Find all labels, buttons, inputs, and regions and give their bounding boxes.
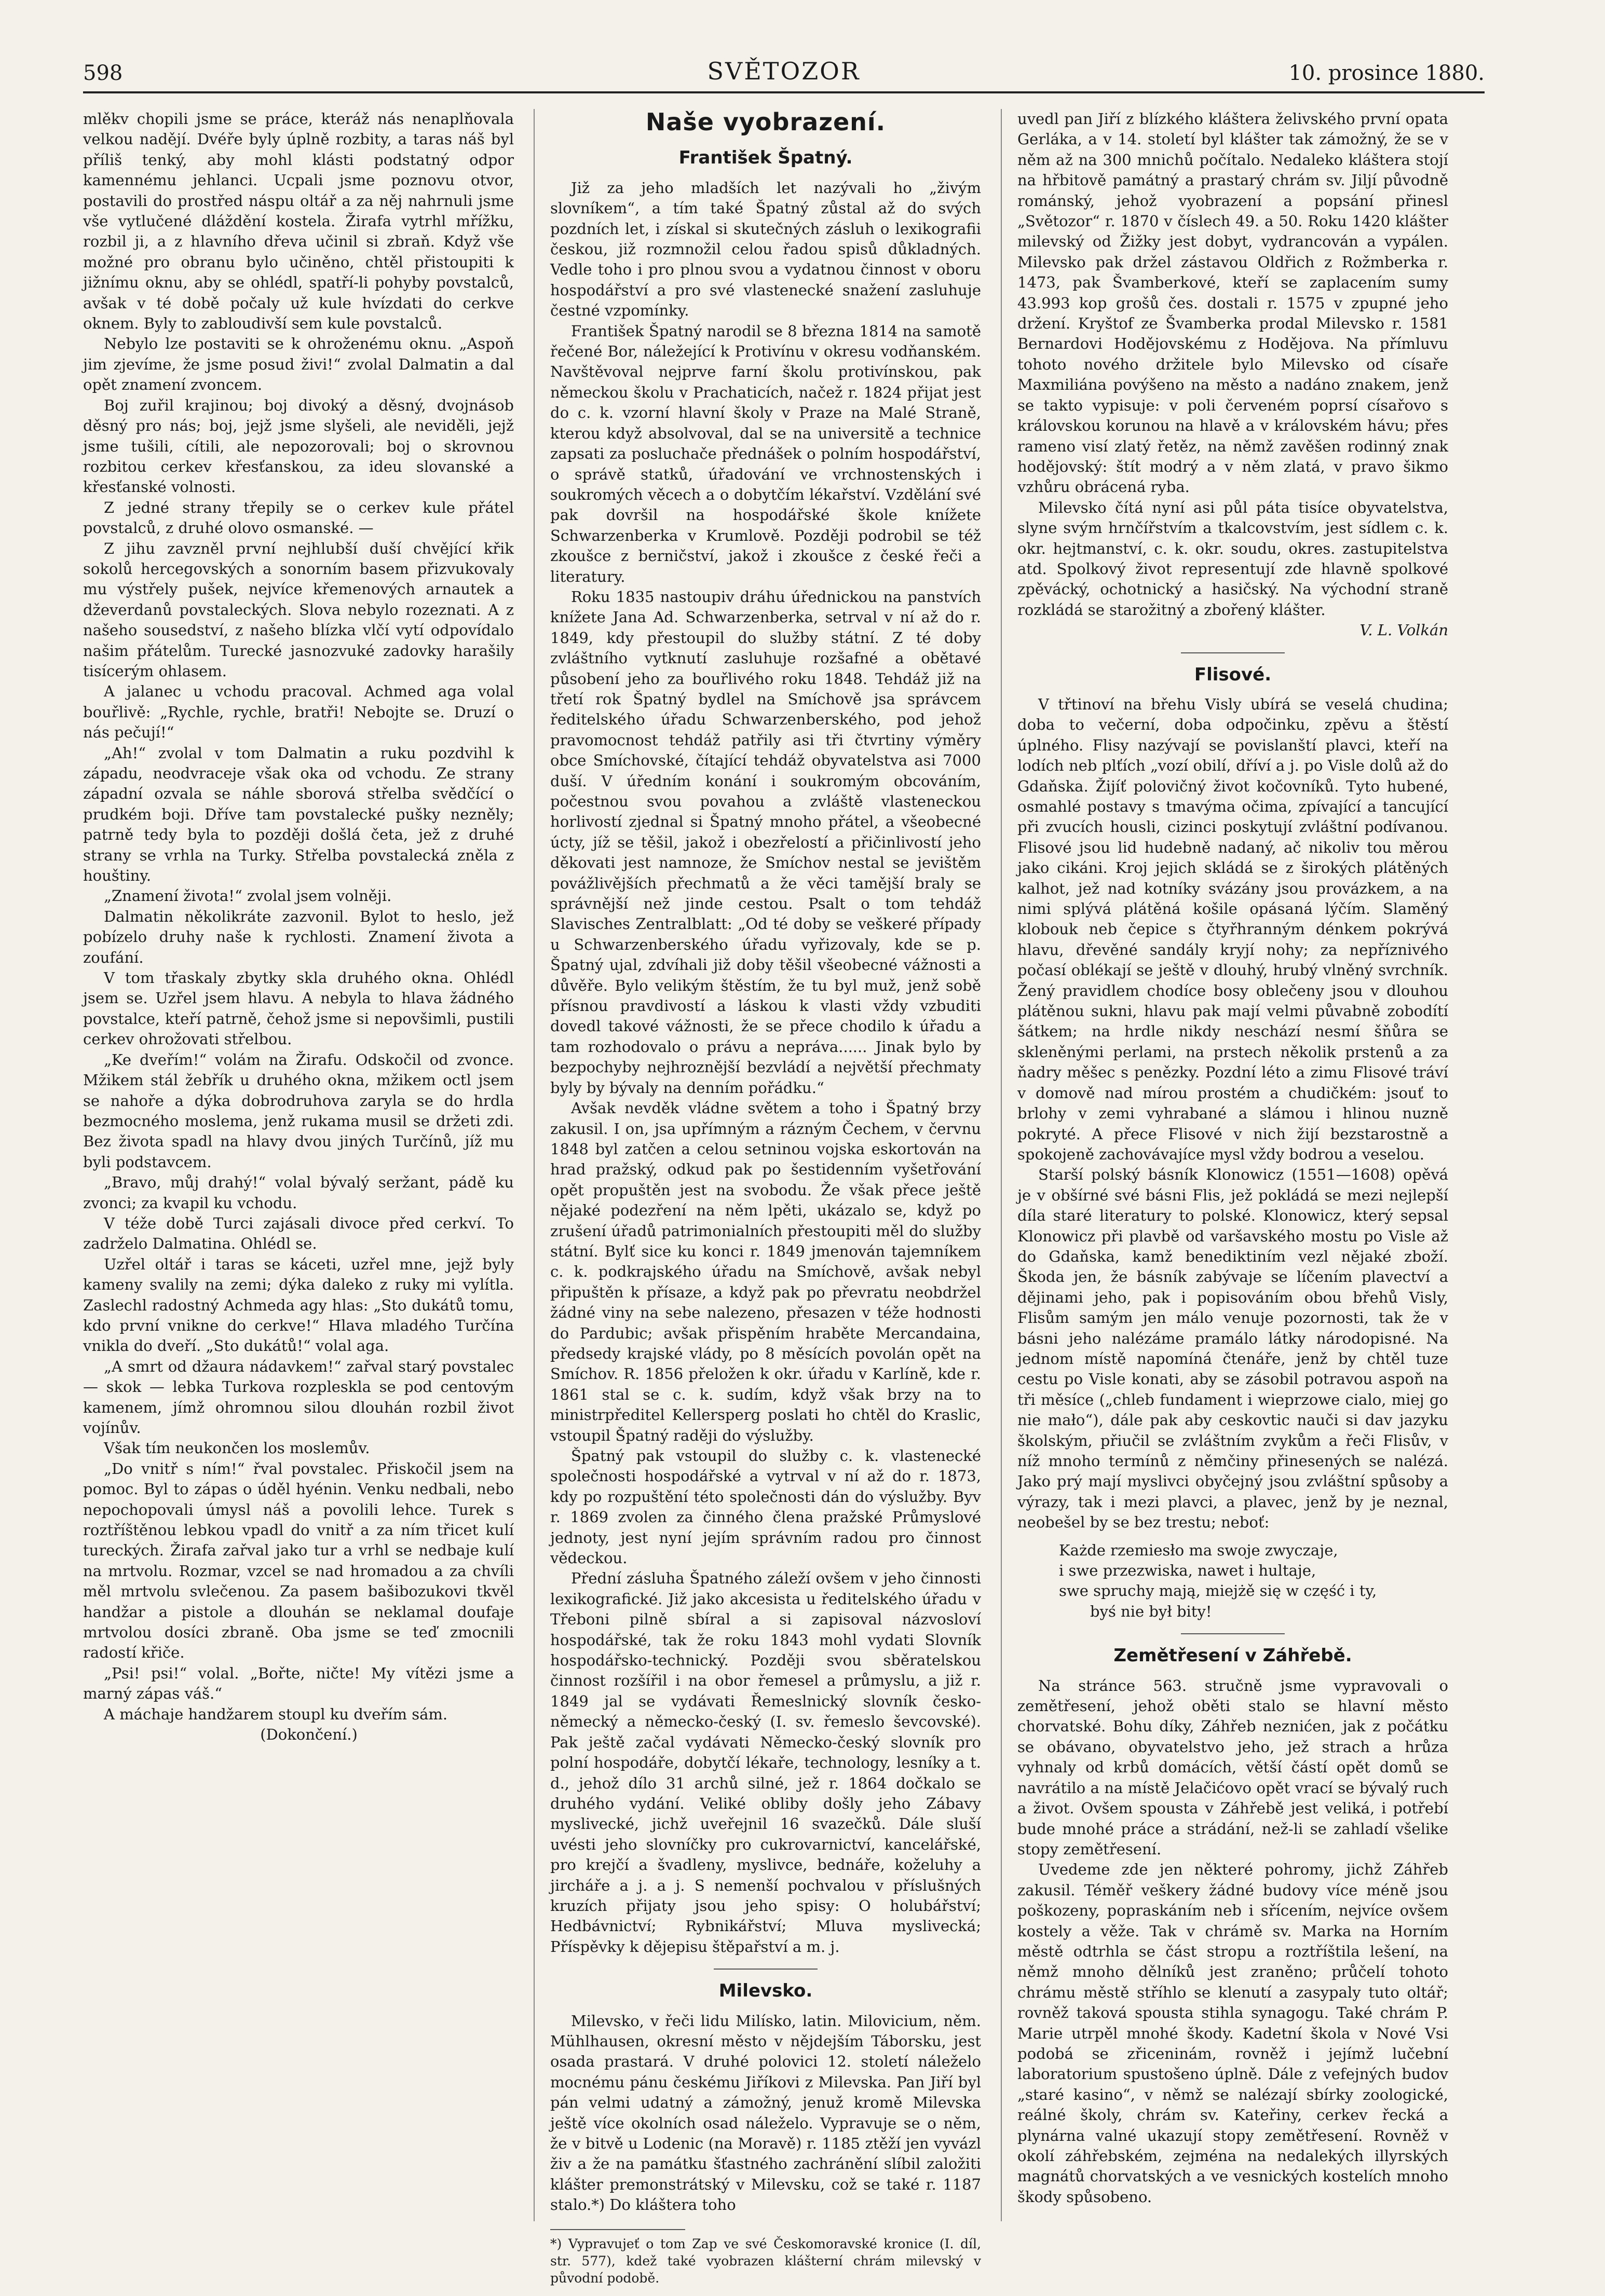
- article-divider: [1181, 652, 1285, 653]
- paragraph: „Psi! psi!“ volal. „Bořte, ničte! My vítězi jsme a marný zápas váš.“: [83, 1664, 514, 1703]
- article-title: Zemětřesení v Záhřebě.: [1113, 1645, 1352, 1666]
- paragraph: A jalanec u vchodu pracoval. Achmed aga volal bouřlivě: „Rychle, rychle, bratři! Nebojte se. Druzí o nás pečují!“: [83, 682, 514, 742]
- paragraph: mlěkv chopili jsme se práce, kteráž nás nenaplňovala velkou nadějí. Dvéře byly úplně rozbity, a taras náš byl příliš tenký, aby mohl klásti podstatný odpor kamennému jehlanci. Ucpali jsme poznovu otvor, postavili do prostřed náspu oltář a za něj nahrnuli jsme vše vytlučené dláždění kostela. Žirafa vytrhl mřížku, rozbil ji, a z hlavního dřeva učinil si zbraň. Když vše možné pro obranu bylo učiněno, chtěl přistoupiti k jižnímu oknu, aby se ohlédl, spatří-li pohyby povstalců, avšak v té době počaly už kule hvízdati do cerkve oknem. Byly to zabloudivší sem kule povstalců.: [83, 110, 514, 333]
- journal-title: SVĚTOZOR: [707, 57, 861, 85]
- column-divider: [1001, 109, 1002, 2221]
- header-rule: [83, 91, 1485, 93]
- poem-line: swe spruchy mają, miejżě się w część i ty,: [1059, 1582, 1377, 1600]
- paragraph: Z jihu zavzněl první nejhlubší duší chvějící křik sokolů hercegovských a sonorním basem přizvukovaly mu výstřely pušek, nejvíce křemenových arnautek a dževerdanů povstaleckých. Slova nebylo rozeznati. A z našeho sousedství, z našeho blízka vlčí vytí odpovídalo našim přátelům. Turecké jasnozvuké zadovky harašily tisícerým ohlasem.: [83, 539, 514, 680]
- paragraph: Již za jeho mladších let nazývali ho „živým slovníkem“, a tím také Špatný zůstal až do svých pozdních let, i získal si skutečných zásluh o lexikografii českou, již rozmnožil celou řadou spisů důkladných. Vedle toho i pro plnou svou a vydatnou činnost v oboru hospodářství a pro své vlastenecké snažení zasluhuje čestné vzpomínky.: [550, 179, 981, 320]
- paragraph: Dalmatin několikráte zazvonil. Bylot to heslo, jež pobízelo druhy naše k rychlosti. Znamení života a zoufání.: [83, 907, 514, 966]
- paragraph: Uvedeme zde jen některé pohromy, jichž Záhřeb zakusil. Téměř veškery žádné budovy více méně jsou poškozeny, popraskáním neb i sřícením, nejvíce ovšem kostely a věže. Tak v chrámě sv. Marka na Horním městě odtrhla se část stropu a roztříštila lešení, na němž mnoho dělníků jest zraněno; průčelí tohoto chrámu městě stříhlo se klenutí a zasypaly tuto oltář; rovněž taková spousta stihla synagogu. Také chrám P. Marie utrpěl mnohé škody. Kadetní škola v Nové Vsi podobá se zřiceninám, rovněž i jejímž lučební laboratorium spustošeno úplně. Dále z vefejných budov „staré kasino“, v němž se nalézají sbírky zoologické, reálné školy, chrám sv. Kateřiny, cerkev řecká a plynárna valné ukazují stopy zemětřesení. Rovněž v okolí záhřebském, zejména na nedalekých illyrských magnátů chorvatských a ve vesnických kostelích mnoho škody spůsobeno.: [1017, 1861, 1448, 2206]
- paragraph: V třtinoví na břehu Visly ubírá se veselá chudina; doba to večerní, doba odpočinku, zpěvu a štěstí úplného. Flisy nazývají se povislanští plavci, kteří na lodích neb plťích „vozí obilí, dříví a j. po Visle dolů až do Gdaňska. Žijíť polovičný život kočovníků. Tyto hubené, osmahlé postavy s tmavýma očima, zpívající a tancující při zvucích housli, cizinci poskytují zvláštní podívanou. Flisové jsou lid hudebně nadaný, ač nikoliv tou měrou jako cikáni. Kroj jejich skládá se z širokých plátěných kalhot, jež nad kotníky svázány jsou provázkem, a na nimi splývá plátěná košile opásaná lýčím. Slaměný klobouk neb čepice s čtyřhranným dénkem pokrývá hlavu, dřevěné sandály kryjí nohy; za nepříznivého počasí oblékají se ještě v dlouhý, hrubý vlněný svrchník. Žený pravidlem chodíce bosy oblečeny jsou v dlouhou plátěnou sukni, hlavu pak mají velmi půvabně zobodítí šátkem; na hrdle nikdy neschází nesmí šňůra se skleněnými perlami, na prstech několik prstenů a za ňadry měšec s penězky. Pozdní léto a zimu Flisové tráví v domově nad mírou prostém a chudičkém: jsouť to brlohy v zemi vyhrabané a slámou i hlinou nuzně pokryté. A přece Flisové v nich žijí bezstarostně a spokojeně zachovávajíce mysl vždy bodrou a veselou.: [1017, 695, 1448, 1163]
- paragraph: „Do vnitř s ním!“ řval povstalec. Přiskočil jsem na pomoc. Byl to zápas o úděl hyénin. Venku nedbali, nebo nepochopovali úmysl náš a povolili lehce. Turek s roztříštěnou lebkou vpadl do vnitř a za ním třicet kulí tureckých. Žirafa zařval jako tur a vrhl se nedbaje kulí na mrtvolu. Rozmar, vzcel se nad hromadou a za chvíli měl mrtvolu svlečenou. Za pasem bašibozukovi tkvěl handžar a pistole a dlouhán se neklamal doufaje mrtvolou dosíci zbraně. Oba jsme se teď zmocnili radostí křiče.: [83, 1459, 514, 1662]
- paragraph: Nebylo lze postaviti se k ohroženému oknu. „Aspoň jim zjevíme, že jsme posud živi!“ zvolal Dalmatin a dal opět znamení zvoncem.: [83, 335, 514, 394]
- paragraph: Přední zásluha Špatného záleží ovšem v jeho činnosti lexikografické. Již jako akcesista u ředitelského úřadu v Třeboni pilně sbíral a si zapisoval názvosloví hospodářské, tak že roku 1843 mohl vydati Slovník hospodářsko-technický. Později svou sběratelskou činnost rozšířil i na obor řemesel a průmyslu, a již r. 1849 jal se vydávati Řemeslnický slovník česko-německý a německo-český (I. sv. řemeslo ševcovské). Pak ještě začal vydávati Německo-český slovník pro polní hospodáře, dobytčí lékaře, technology, lesníky a t. d., jehož dílo 31 archů silné, jež r. 1864 dočkalo se druhého vydání. Veliké obliby došly jeho Zábavy myslivecké, jichž uveřejnil 16 svazečků. Dále sluší uvésti jeho slovníčky pro cukrovarnictví, kancelářské, pro krejčí a švadleny, myslivce, bednáře, koželuhy a jircháře a j. a j. S nemenší pochvalou v příslušných kruzích přijaty jsou jeho spisy: O holubářství; Hedbávnictví; Rybnikářství; Mluva myslivecká; Příspěvky k dějepisu štěpařství a m. j.: [550, 1569, 981, 1956]
- paragraph: „A smrt od džaura nádavkem!“ zařval starý povstalec — skok — lebka Turkova rozpleskla se pod centovým kamenem, jímž ohromnou silou dlouhán rozbil život vojínův.: [83, 1357, 514, 1437]
- newspaper-page: [83, 57, 1485, 2286]
- section-heading: Naše vyobrazení.: [645, 108, 886, 136]
- continuation-note: (Dokončení.): [260, 1726, 358, 1744]
- paragraph: Na stránce 563. stručně jsme vypravovali o zemětřesení, jehož oběti stalo se hlavní město chorvatské. Bohu díky, Záhřeb neznićen, jak z počátku se obávano, obyvatelstvo jeho, jež strach a hrůza vyhnaly od krbů domácích, větší částí opět domů se navrátilo a na místě Jelačićovo opět vrací se bývalý ruch a život. Ovšem spousta v Záhřebě jest veliká, i potřebí bude mnohé práce a strádání, než-li se zahladí všelike stopy zemětřesení.: [1017, 1676, 1448, 1858]
- poem-line: byś nie był bity!: [1090, 1602, 1212, 1620]
- paragraph: Boj zuřil krajinou; boj divoký a děsný, dvojnásob děsný pro nás; boj, jejž jsme slyšeli, ale neviděli, jejž jsme tušili, cítili, ale nepozorovali; boj o skrovnou rozbitou cerkev křesťanskou, za ideu slovanské a křesťanské volnosti.: [83, 396, 514, 496]
- paragraph: „Ah!“ zvolal v tom Dalmatin a ruku pozdvihl k západu, neodvraceje však oka od vchodu. Ze strany západní ozvala se náhle sborová střelba svědčící o prudkém boji. Dříve tam povstalecké pušky nezněly; patrně tedy byla to později došlá četa, jež z druhé strany se vrhla na Turky. Střelba povstalecká zněla z houštiny.: [83, 744, 514, 885]
- paragraph: Roku 1835 nastoupiv dráhu úřednickou na panstvích knížete Jana Ad. Schwarzenberka, setrval v ní až do r. 1849, kdy přestoupil do služby státní. Z té doby zvláštního vytknutí zasluhuje rozšafné a obětavé působení jeho za bouřlivého roku 1848. Tehdáž již na třetí rok Špatný bydlel na Smíchově jsa správcem ředitelského úřadu Schwarzenberského, pod jehož pravomocnost tehdáž patřily asi tři čtvrtiny výměry obce Smíchovské, čítající tehdáž obyvatelstva asi 7000 duší. V úředním konání i soukromým obcováním, počestnou svou povahou a zvláště vlasteneckou horlivostí zjednal si Špatný mnoho přátel, a všeobecné úcty, jíž se těšil, jakož i obezřelostí a přičinlivostí jeho děkovati jest namnoze, že Smíchov nestal se jevištěm povážlivějších přechmatů a že věci tamější braly se správnější než jinde cestou. Psalt o tom tehdáž Slavisches Zentralblatt: „Od té doby se veškeré případy u Schwarzenberského úřadu vyřizovaly, kde se p. Špatný ujal, zdvíhali již doby těšil všeobecné vážnosti a důvěře. Bylo velikým štěstím, že tu byl muž, jenž sobě přísnou pravdivostí a láskou k vlasti vždy vzbuditi dovedl takové vážnosti, že se přece chodilo k úřadu a tam rozhodovalo o právu a nepráva...... Jinak bylo by bezpochyby nejhroznější bezvládí a největší přechmaty byly by bývaly na denním pořádku.“: [550, 587, 981, 1097]
- footnote-rule: [550, 2229, 685, 2230]
- paragraph: „Ke dveřím!“ volám na Žirafu. Odskočil od zvonce. Mžikem stál žebřík u druhého okna, mžikem octl jsem se nahoře a dýka dobrodruhova zaryla se do hrdla bezmocného moslema, jenž rukama musil se držeti zdi. Bez života spadl na hlavy dvou jiných Turčínů, jíž mu byli podstavcem.: [83, 1050, 514, 1171]
- paragraph: „Znamení života!“ zvolal jsem volněji.: [104, 887, 392, 905]
- paragraph: V téže době Turci zajásali divoce před cerkví. To zadrželo Dalmatina. Ohlédl se.: [83, 1214, 514, 1253]
- article-title: Flisové.: [1194, 664, 1272, 685]
- article-title: Milevsko.: [718, 1980, 813, 2002]
- article-divider: [714, 1969, 818, 1970]
- paragraph: Avšak nevděk vládne světem a toho i Špatný brzy zakusil. I on, jsa upřímným a rázným Čechem, v červnu 1848 byl zatčen a celou setninou vojska eskortován na hrad pražský, odkud pak po šestidenním vyšetřování opět propuštěn jest na svobodu. Že však přece ještě nějaké podezření na něm lpěti, ukázalo se, když po zrušení úřadů patrimonialních přestoupiti měl do služby státní. Bylť sice ku konci r. 1849 jmenován tajemníkem c. k. podkrajského úřadu na Smíchově, avšak nebyl připuštěn k přísaze, a když pak po převratu neobdržel žádné viny na sebe nalezeno, přesazen v téže hodnosti do Pardubic; avšak přispěním hraběte Mercandaina, předsedy krajské vlády, po 8 měsících povolán opět na Smíchov. R. 1856 přeložen k okr. úřadu v Karlíně, kde r. 1861 stal se c. k. sudím, když však brzy na to ministrpředitel Kellersperg poslati ho chtěl do Kraslic, vstoupil Špatný raději do výslužby.: [550, 1099, 981, 1444]
- author-signature: V. L. Volkán: [1359, 621, 1448, 639]
- poem-line: Każde rzemiesło ma swoje zwyczaje,: [1059, 1541, 1338, 1559]
- paragraph: uvedl pan Jiří z blízkého kláštera želivského první opata Gerláka, a v 14. století byl klášter tak zámožný, že se v něm až na 300 mnichů počítalo. Nedaleko kláštera stojí na hřbitově památný a prastarý chrám sv. Jiljí původně románský, jehož vyobrazení a popsání přinesl „Světozor“ r. 1870 v číslech 49. a 50. Roku 1420 klášter milevský od Žižky jest dobyt, vydrancován a vypálen. Milevsko pak držel zástavou Oldřich z Rožmberka r. 1473, pak Švamberkové, kteří se zaplacením sumy 43.993 kop grošů čes. dostali r. 1575 v zpupné jeho držení. Kryštof ze Švamberka prodal Milevsko r. 1581 Bernardovi Hodějovskému z Hodějova. Na přímluvu tohoto nového držitele bylo Milevsko od císaře Maxmiliána povýšeno na město a nadáno znakem, jenž se takto vypisuje: v poli červeném poprsí císařovo s královskou korunou na hlavě a v královském hávu; přes rameno visí zlatý řetěz, na němž zavěšen rodinný znak hodějovský: štít modrý a v něm zlatá, v pravo šikmo vzhůru obrácená ryba.: [1017, 110, 1448, 496]
- column-2: [550, 109, 981, 2287]
- paragraph: A máchaje handžarem stoupl ku dveřím sám.: [104, 1705, 448, 1723]
- article-title: František Špatný.: [678, 147, 853, 169]
- paragraph: „Bravo, můj drahý!“ volal bývalý seržant, pádě ku zvonci; za kvapil ku vchodu.: [83, 1173, 514, 1212]
- paragraph: V tom třaskaly zbytky skla druhého okna. Ohlédl jsem se. Uzřel jsem hlavu. A nebyla to hlava žádného povstalce, kteří patrně, čehož jsme si nepovšimli, pustili cerkev ohrožovati střelbou.: [83, 969, 514, 1048]
- paragraph: Milevsko, v řeči lidu Milísko, latin. Milovicium, něm. Mühlhausen, okresní město v nějdejším Táborsku, jest osada prastará. V druhé polovici 12. století náleželo mocnému pánu českému Jiříkovi z Milevska. Pan Jiří byl pán velmi udatný a zámožný, jenuž kromě Milevska ještě více okolních osad náleželo. Vypravuje se o něm, že v bitvě u Lodenic (na Moravě) r. 1185 ztěží jen vyvázl živ a že na památku šťastného zachránění slíbil založiti klášter premonstrátský v Milevsku, což se také r. 1187 stalo.*) Do kláštera toho: [550, 2012, 981, 2214]
- article-divider: [1181, 1633, 1285, 1634]
- column-1: [83, 109, 514, 1745]
- paragraph: Však tím neukončen los moslemův.: [104, 1439, 370, 1457]
- paragraph: Starší polský básník Klonowicz (1551—1608) opěvá je v obšírné své básni Flis, jež pokládá se mezi nejlepší díla staré literatury to polské. Klonowicz, který sepsal Klonowicz při plavbě od varšavského mostu po Visle až do Gdaňska, kamž benediktiním vezl nějaké zboží. Škoda jen, že básník zabývaje se líčením plavectví a dějinami jeho, pak i popisováním obou břehů Visly, Flisům samým jen málo venuje pozornosti, tak že v básni jeho nalézáme pramálo látky národopisné. Na jednom místě napomíná čtenáře, jenž by chtěl tuze cestu po Visle konati, aby se zásobil potravou aspoň na tři měsíce („chleb fundament i wieprzowe cialo, miej go nie mało“), dále pak aby ceskovtic nauči si dav jazyku školským, přiučil se zvláštním zvykům a řeči Flisův, v níž mnoho termínů z němčiny přinesených se nalézá. Jako prý mají myslivci obyčejný jsou zvláštní spůsoby a výrazy, tak i mezi plavci, a plavec, jenž by je neznal, neobešel by se bez trestu; neboť:: [1017, 1166, 1448, 1532]
- poem: [1059, 1540, 1448, 1622]
- column-3: [1017, 109, 1448, 2207]
- footnote: *) Vypravujeť o tom Zap ve své Českomoravské kronice (I. díl, str. 577), kdež také vyobrazen klášterní chrám milevský v původní podobě.: [550, 2236, 981, 2286]
- column-divider: [534, 109, 535, 2221]
- paragraph: Milevsko čítá nyní asi půl páta tisíce obyvatelstva, slyne svým hrnčířstvím a tkalcovstvím, jest sídlem c. k. okr. hejtmanství, c. k. okr. soudu, okres. zastupitelstva atd. Spolkový život representují zde hlavně spolkové zpěvácký, ochotnický a hasičský. Na východní straně rozkládá se starožitný a zbořený klášter.: [1017, 498, 1448, 619]
- page-number: 598: [83, 61, 123, 85]
- paragraph: František Špatný narodil se 8 března 1814 na samotě řečené Bor, náležející k Protivínu v okresu vodňanském. Navštěvoval nejprve farní školu protivínskou, pak německou školu v Prachaticích, načež r. 1824 přijat jest do c. k. vzorní hlavní školy v Praze na Malé Straně, kterou když absolvoval, dal se na universitě a technice zapsati za posluchače přednášek o polním hospodářství, o správě statků, úřadování ve vrchnostenských i soukromých věcech a o dobytčím lékařství. Vzdělání své pak dovršil na hospodářské škole knížete Schwarzenberka v Krumlově. Později podrobil se též zkoušce z berničství, jakož i zkoušce z české řeči a literatury.: [550, 322, 981, 585]
- issue-date: 10. prosince 1880.: [1288, 61, 1485, 85]
- page-header: [83, 57, 1485, 93]
- paragraph: Uzřel oltář i taras se káceti, uzřel mne, jejž byly kameny svalily na zemi; dýka daleko z ruky mi vylítla. Zaslechl radostný Achmeda agy hlas: „Sto dukátů tomu, kdo první vnikne do cerkve!“ Hlava mladého Turčína vnikla do dveří. „Sto dukátů!“ volal aga.: [83, 1255, 514, 1355]
- paragraph: Z jedné strany třepily se o cerkev kule přátel povstalců, z druhé olovo osmanské. —: [83, 498, 514, 537]
- paragraph: Špatný pak vstoupil do služby c. k. vlastenecké společnosti hospodářské a vytrval v ní až do r. 1873, kdy po rozpuštění této společnosti dán do výslužby. Byv r. 1869 zvolen za činného člena pražské Průmyslové jednoty, jest nyní jejím správním radou pro činnost vědeckou.: [550, 1447, 981, 1567]
- poem-line: i swe przezwiska, nawet i hultaje,: [1059, 1562, 1316, 1580]
